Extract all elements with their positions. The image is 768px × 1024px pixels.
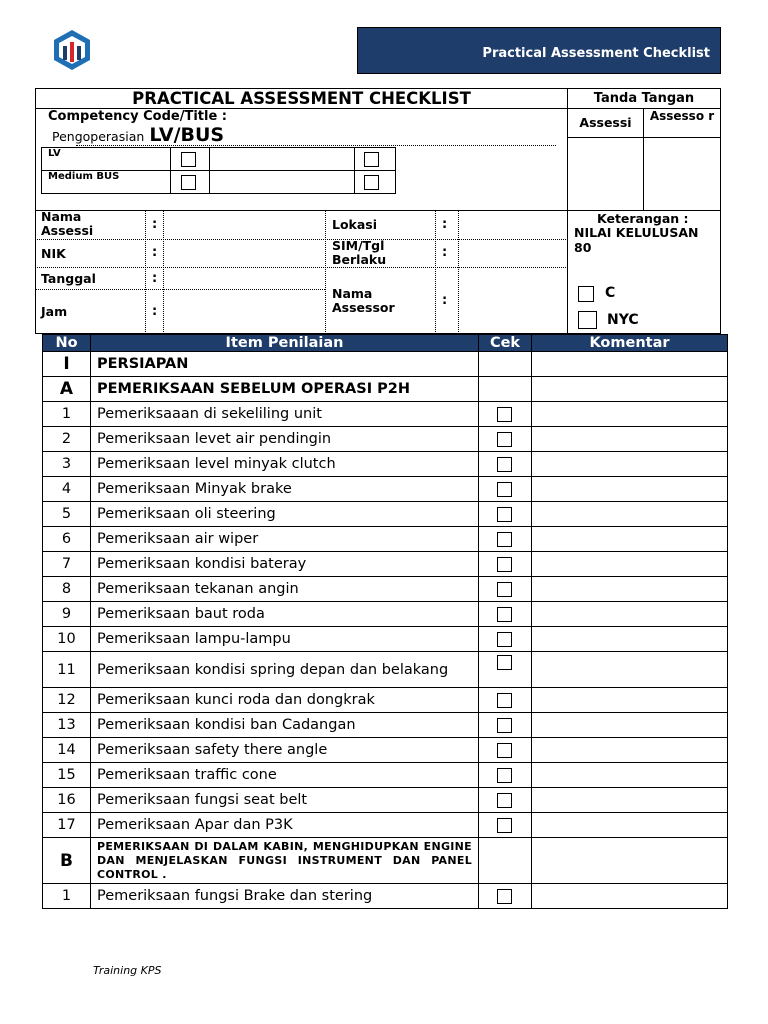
banner-title: Practical Assessment Checklist [482, 46, 710, 61]
lv-checkbox-2[interactable] [364, 152, 379, 167]
table-row [43, 577, 728, 602]
nama-assessor-input[interactable] [460, 269, 566, 332]
row-number: 4 [43, 477, 91, 502]
signature-title: Tanda Tangan [593, 91, 695, 106]
competency-underline [76, 145, 556, 146]
competency-prefix: Pengoperasian [52, 129, 145, 144]
table-row [43, 813, 728, 838]
competency-value: LV/BUS [149, 124, 225, 146]
row-cek-cell [479, 713, 532, 738]
colon-2: : [152, 245, 158, 260]
row-cek-cell [479, 763, 532, 788]
table-row [43, 688, 728, 713]
lokasi-input[interactable] [460, 212, 566, 238]
row-item: Pemeriksaan lampu-lampu [91, 627, 479, 652]
table-row [43, 627, 728, 652]
row-item: Pemeriksaan safety there angle [91, 738, 479, 763]
table-row [43, 402, 728, 427]
row-item: Pemeriksaan baut roda [91, 602, 479, 627]
row-cek-cell [479, 884, 532, 909]
colon-5: : [442, 217, 448, 232]
row-komentar[interactable] [532, 788, 728, 813]
table-header [43, 335, 728, 352]
row-cek-cell [479, 688, 532, 713]
row-number: 6 [43, 527, 91, 552]
c-checkbox[interactable] [578, 286, 594, 302]
row-checkbox[interactable] [497, 482, 512, 497]
row-komentar[interactable] [532, 652, 728, 688]
row-cek-cell [479, 577, 532, 602]
row-cek-cell [479, 477, 532, 502]
row-number: 2 [43, 427, 91, 452]
table-row [43, 477, 728, 502]
row-cek-cell [479, 738, 532, 763]
row-cek-cell [479, 502, 532, 527]
table-row [43, 552, 728, 577]
nyc-checkbox[interactable] [578, 311, 597, 329]
header-no: No [43, 335, 91, 352]
assessment-table [42, 334, 728, 909]
row-checkbox[interactable] [497, 532, 512, 547]
row-komentar[interactable] [532, 738, 728, 763]
section-a-row [43, 377, 728, 402]
section-b-no: B [43, 838, 91, 884]
table-row [43, 788, 728, 813]
table-row [43, 502, 728, 527]
row-checkbox[interactable] [497, 743, 512, 758]
section-b-label: PEMERIKSAAN DI DALAM KABIN, MENGHIDUPKAN ENGINE DAN MENJELASKAN FUNGSI INSTRUMENT DAN PANEL CONTROL . [91, 838, 479, 884]
assessi-label: Assessi [579, 115, 632, 130]
row-checkbox[interactable] [497, 793, 512, 808]
keterangan-box [567, 210, 721, 334]
row-checkbox[interactable] [497, 718, 512, 733]
row-item: Pemeriksaan air wiper [91, 527, 479, 552]
sim-label: SIM/Tgl Berlaku [332, 238, 387, 267]
banner [357, 27, 721, 74]
row-komentar[interactable] [532, 552, 728, 577]
table-row [43, 884, 728, 909]
tanggal-label: Tanggal [41, 271, 96, 286]
colon-1: : [152, 217, 158, 232]
row-number: 8 [43, 577, 91, 602]
row-number: 11 [43, 652, 91, 688]
row-komentar[interactable] [532, 452, 728, 477]
vehicle-bus-label: Medium BUS [48, 171, 120, 182]
row-item: Pemeriksaan Apar dan P3K [91, 813, 479, 838]
row-number: 12 [43, 688, 91, 713]
row-checkbox[interactable] [497, 607, 512, 622]
row-komentar[interactable] [532, 602, 728, 627]
row-komentar[interactable] [532, 627, 728, 652]
assessi-signature-box[interactable] [567, 137, 644, 211]
header-komentar: Komentar [532, 335, 728, 352]
company-logo [50, 28, 94, 72]
section-i-row [43, 352, 728, 377]
row-checkbox[interactable] [497, 655, 512, 670]
nik-label: NIK [41, 246, 66, 261]
row-item: Pemeriksaan levet air pendingin [91, 427, 479, 452]
colon-4: : [152, 304, 158, 319]
nama-assessor-label: Nama Assessor [332, 286, 395, 315]
row-number: 7 [43, 552, 91, 577]
table-row [43, 527, 728, 552]
row-komentar[interactable] [532, 577, 728, 602]
table-row [43, 713, 728, 738]
row-item: Pemeriksaan oli steering [91, 502, 479, 527]
row-item: Pemeriksaan Minyak brake [91, 477, 479, 502]
row-number: 15 [43, 763, 91, 788]
row-cek-cell [479, 627, 532, 652]
row-checkbox[interactable] [497, 889, 512, 904]
row-komentar[interactable] [532, 813, 728, 838]
colon-3: : [152, 271, 158, 286]
row-number: 17 [43, 813, 91, 838]
row-cek-cell [479, 452, 532, 477]
form-title: PRACTICAL ASSESSMENT CHECKLIST [132, 89, 471, 108]
row-komentar[interactable] [532, 427, 728, 452]
vehicle-row-lv [41, 147, 396, 171]
row-checkbox[interactable] [497, 693, 512, 708]
assessor-label-cell [643, 108, 721, 138]
row-number: 1 [43, 884, 91, 909]
nyc-label: NYC [607, 312, 639, 328]
bus-checkbox-2[interactable] [364, 175, 379, 190]
row-checkbox[interactable] [497, 407, 512, 422]
table-row [43, 652, 728, 688]
row-checkbox[interactable] [497, 557, 512, 572]
colon-6: : [442, 245, 448, 260]
row-item: Pemeriksaan traffic cone [91, 763, 479, 788]
row-cek-cell [479, 527, 532, 552]
lv-checkbox-1[interactable] [181, 152, 196, 167]
row-number: 1 [43, 402, 91, 427]
competency-line [52, 124, 224, 146]
form-title-cell [35, 88, 568, 109]
keterangan-title: Keterangan : [597, 211, 689, 226]
jam-input[interactable] [165, 291, 323, 332]
jam-label: Jam [41, 304, 68, 319]
section-i-no: I [43, 352, 91, 377]
row-item: Pemeriksaan kondisi bateray [91, 552, 479, 577]
assessi-label-cell [567, 108, 644, 138]
table-row [43, 763, 728, 788]
section-a-no: A [43, 377, 91, 402]
row-cek-cell [479, 402, 532, 427]
c-label: C [605, 285, 616, 301]
row-checkbox[interactable] [497, 632, 512, 647]
row-checkbox[interactable] [497, 457, 512, 472]
row-item: Pemeriksaan tekanan angin [91, 577, 479, 602]
row-number: 5 [43, 502, 91, 527]
row-item: Pemeriksaan fungsi seat belt [91, 788, 479, 813]
section-i-label: PERSIAPAN [91, 352, 479, 377]
row-number: 10 [43, 627, 91, 652]
assessor-signature-box[interactable] [643, 137, 721, 211]
vehicle-lv-label: LV [48, 148, 61, 159]
row-checkbox[interactable] [497, 507, 512, 522]
row-cek-cell [479, 788, 532, 813]
table-row [43, 738, 728, 763]
section-b-row [43, 838, 728, 884]
nik-input[interactable] [165, 241, 323, 266]
header-cek: Cek [479, 335, 532, 352]
row-item: Pemeriksaan fungsi Brake dan stering [91, 884, 479, 909]
row-number: 13 [43, 713, 91, 738]
row-item: Pemeriksaan kondisi spring depan dan belakang [91, 652, 479, 688]
table-row [43, 427, 728, 452]
footer-text: Training KPS [93, 964, 162, 977]
row-cek-cell [479, 602, 532, 627]
row-cek-cell [479, 813, 532, 838]
row-checkbox[interactable] [497, 818, 512, 833]
row-checkbox[interactable] [497, 432, 512, 447]
competency-label: Competency Code/Title : [48, 109, 228, 124]
row-komentar[interactable] [532, 713, 728, 738]
nilai-kelulusan: NILAI KELULUSAN 80 [574, 225, 699, 255]
row-item: Pemeriksaan kondisi ban Cadangan [91, 713, 479, 738]
row-item: Pemeriksaan kunci roda dan dongkrak [91, 688, 479, 713]
nama-assessi-label: Nama Assessi [41, 209, 94, 238]
header-item: Item Penilaian [91, 335, 479, 352]
row-number: 14 [43, 738, 91, 763]
row-checkbox[interactable] [497, 582, 512, 597]
row-cek-cell [479, 427, 532, 452]
row-komentar[interactable] [532, 763, 728, 788]
row-number: 3 [43, 452, 91, 477]
row-checkbox[interactable] [497, 768, 512, 783]
vehicle-row-bus [41, 170, 396, 194]
bus-checkbox-1[interactable] [181, 175, 196, 190]
nama-assessi-input[interactable] [165, 212, 323, 238]
row-cek-cell [479, 652, 532, 688]
row-komentar[interactable] [532, 527, 728, 552]
signature-title-cell [567, 88, 721, 109]
row-komentar[interactable] [532, 502, 728, 527]
section-a-label: PEMERIKSAAN SEBELUM OPERASI P2H [91, 377, 479, 402]
tanggal-input[interactable] [165, 269, 323, 288]
row-komentar[interactable] [532, 884, 728, 909]
assessor-label: Assesso r [649, 109, 715, 123]
colon-7: : [442, 293, 448, 308]
row-cek-cell [479, 552, 532, 577]
lokasi-label: Lokasi [332, 217, 378, 232]
sim-input[interactable] [460, 241, 566, 266]
row-number: 16 [43, 788, 91, 813]
row-number: 9 [43, 602, 91, 627]
table-row [43, 602, 728, 627]
row-item: Pemeriksaan level minyak clutch [91, 452, 479, 477]
row-item: Pemeriksaaan di sekeliling unit [91, 402, 479, 427]
row-komentar[interactable] [532, 402, 728, 427]
table-row [43, 452, 728, 477]
row-komentar[interactable] [532, 477, 728, 502]
row-komentar[interactable] [532, 688, 728, 713]
